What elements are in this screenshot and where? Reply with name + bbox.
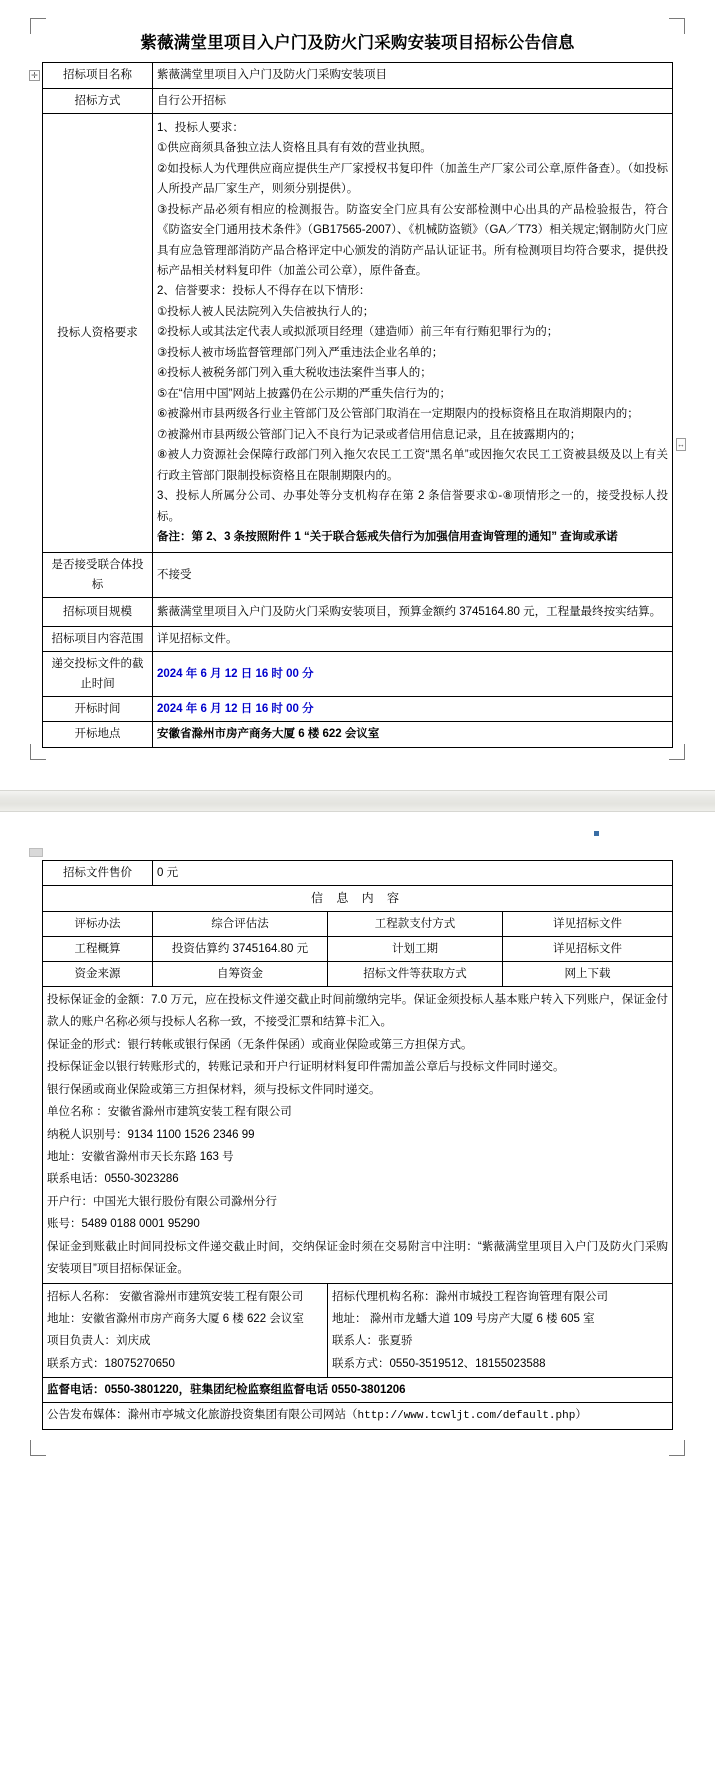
- row-value-submit-deadline: 2024 年 6 月 12 日 16 时 00 分: [153, 652, 673, 697]
- table-row-qualification: [43, 113, 673, 552]
- table-row-open-time: [43, 697, 673, 722]
- table-row-eval-method: [43, 911, 673, 936]
- table-row-media: [43, 1403, 673, 1429]
- qualification-paragraph: ⑧被人力资源社会保障行政部门列入拖欠农民工工资“黑名单”或因拖欠农民工工资被县级及以上有关行政主管部门限制投标资格且在限制期限内的。: [157, 449, 668, 482]
- table-row-doc-price: [43, 860, 673, 885]
- table-row-scale: [43, 597, 673, 626]
- table-row-submit-deadline: [43, 652, 673, 697]
- row-value-qualification: [153, 113, 673, 552]
- deposit-paragraph: 账号：5489 0188 0001 95290: [47, 1218, 200, 1231]
- row-value-scale: 紫薇满堂里项目入户门及防火门采购安装项目，预算金额约 3745164.80 元，工程量最终按实结算。: [153, 597, 673, 626]
- table-row-funding: [43, 961, 673, 986]
- agency-line: 联系人：张夏骄: [332, 1335, 413, 1348]
- publish-media-prefix: 公告发布媒体：滁州市亭城文化旅游投资集团有限公司网站（: [47, 1409, 358, 1422]
- qualification-paragraph: 2、信誉要求：投标人不得存在以下情形：: [157, 285, 371, 298]
- row-value-bid-method: 自行公开招标: [153, 88, 673, 113]
- deposit-paragraph: 地址：安徽省滁州市天长东路 163 号: [47, 1150, 234, 1163]
- deposit-paragraph: 单位名称 ：安徽省滁州市建筑安装工程有限公司: [47, 1106, 292, 1119]
- tenderer-line: 招标人名称： 安徽省滁州市建筑安装工程有限公司: [47, 1290, 304, 1303]
- qualification-paragraph: ⑤在“信用中国”网站上披露仍在公示期的严重失信行为的；: [157, 387, 451, 400]
- deposit-paragraph: 保证金的形式：银行转帐或银行保函（无条件保函）或商业保险或第三方担保方式。: [47, 1038, 473, 1051]
- crop-mark-bottom-right-page2: [669, 1440, 685, 1456]
- row-label-funding: 资金来源: [43, 961, 153, 986]
- agency-line: 招标代理机构名称：滁州市城投工程咨询管理有限公司: [332, 1290, 608, 1303]
- row-label-payment-method: 工程款支付方式: [328, 911, 503, 936]
- qualification-paragraph: ①供应商须具备独立法人资格且具有有效的营业执照。: [157, 142, 432, 155]
- deposit-paragraph: 投标保证金以银行转账形式的，转账记录和开户行证明材料复印件需加盖公章后与投标文件同时递交。: [47, 1061, 565, 1074]
- qualification-paragraph: 3、投标人所属分公司、办事处等分支机构存在第 2 条信誉要求①-⑧项情形之一的，接受投标人投标。: [157, 490, 668, 523]
- deposit-paragraph: 开户行：中国光大银行股份有限公司滁州分行: [47, 1195, 277, 1208]
- deposit-paragraph-list: [47, 989, 668, 1280]
- deposit-paragraph: 纳税人识别号：9134 1100 1526 2346 99: [47, 1128, 255, 1141]
- page-break-gap: [0, 774, 715, 826]
- tenderer-line: 项目负责人：刘庆成: [47, 1335, 151, 1348]
- row-label-budget: 工程概算: [43, 936, 153, 961]
- row-value-open-place: 安徽省滁州市房产商务大厦 6 楼 622 会议室: [153, 722, 673, 747]
- deposit-paragraph: 保证金到账截止时间同投标文件递交截止时间，交纳保证金时须在交易附言中注明：“紫薇满堂里项目入户门及防火门采购安装项目”项目招标保证金。: [47, 1240, 668, 1276]
- qualification-paragraph: 1、投标人要求：: [157, 121, 244, 134]
- table-resize-handle[interactable]: ↔: [677, 440, 685, 449]
- row-label-doc-price: 招标文件售价: [43, 860, 153, 885]
- row-value-project-name: 紫薇满堂里项目入户门及防火门采购安装项目: [153, 63, 673, 88]
- table-row-project-name: [43, 63, 673, 88]
- row-label-project-name: 招标项目名称: [43, 63, 153, 88]
- publish-media-suffix: ）: [575, 1409, 587, 1422]
- table-move-handle-page2[interactable]: [29, 848, 43, 857]
- qualification-paragraph-list: [157, 118, 668, 527]
- table-move-handle[interactable]: ✛: [29, 70, 40, 81]
- row-label-qualification: 投标人资格要求: [43, 113, 153, 552]
- page-title: 紫薇满堂里项目入户门及防火门采购安装项目招标公告信息: [140, 33, 575, 52]
- row-value-payment-method: 详见招标文件: [503, 911, 673, 936]
- row-label-scope: 招标项目内容范围: [43, 626, 153, 651]
- row-value-doc-price: 0 元: [153, 860, 673, 885]
- table-row-open-place: [43, 722, 673, 747]
- table-row-contacts: [43, 1283, 673, 1378]
- qualification-paragraph: ①投标人被人民法院列入失信被执行人的；: [157, 305, 375, 318]
- qualification-paragraph: ②投标人或其法定代表人或拟派项目经理（建造师）前三年有行贿犯罪行为的；: [157, 326, 559, 339]
- row-label-eval-method: 评标办法: [43, 911, 153, 936]
- deposit-paragraph: 投标保证金的金额：7.0 万元，应在投标文件递交截止时间前缴纳完毕。保证金须投标人基本账户转入下列账户，保证金付款人的账户名称必须与投标人名称一致，不接受汇票和结算卡汇入。: [47, 994, 668, 1029]
- agency-line: 联系方式：0550-3519512、18155023588: [332, 1357, 546, 1370]
- row-label-open-place: 开标地点: [43, 722, 153, 747]
- supervise-phone: 监督电话：0550-3801220，驻集团纪检监察组监督电话 0550-3801206: [43, 1378, 673, 1403]
- table-row-bid-method: [43, 88, 673, 113]
- row-label-schedule: 计划工期: [328, 936, 503, 961]
- page-1: [0, 0, 715, 774]
- agency-contact-cell: [328, 1283, 673, 1378]
- tenderer-line-list: [47, 1286, 323, 1376]
- qualification-paragraph: ③投标人被市场监督管理部门列入严重违法企业名单的；: [157, 346, 444, 359]
- page-marker-icon: [594, 831, 599, 836]
- table-row-deposit-info: [43, 987, 673, 1283]
- tenderer-contact-cell: [43, 1283, 328, 1378]
- agency-line-list: [332, 1286, 668, 1376]
- deposit-paragraph: 联系电话：0550-3023286: [47, 1173, 179, 1186]
- qualification-note: 备注：第 2、3 条按照附件 1 “关于联合惩戒失信行为加强信用查询管理的通知” 查询或承诺: [157, 531, 618, 544]
- qualification-paragraph: ⑦被滁州市县两级公管部门记入不良行为记录或者信用信息记录，且在披露期内的；: [157, 428, 582, 441]
- row-value-consortium: 不接受: [153, 552, 673, 597]
- deposit-info-cell: [43, 987, 673, 1283]
- row-value-schedule: 详见招标文件: [503, 936, 673, 961]
- page-2: [0, 826, 715, 1470]
- qualification-paragraph: ④投标人被税务部门列入重大税收违法案件当事人的；: [157, 367, 432, 380]
- row-label-bid-method: 招标方式: [43, 88, 153, 113]
- row-label-open-time: 开标时间: [43, 697, 153, 722]
- row-value-funding: 自筹资金: [153, 961, 328, 986]
- info-content-banner: 信 息 内 容: [43, 885, 673, 911]
- table-row-banner: [43, 885, 673, 911]
- row-value-scope: 详见招标文件。: [153, 626, 673, 651]
- tenderer-line: 联系方式：18075270650: [47, 1357, 175, 1370]
- table-row-consortium: [43, 552, 673, 597]
- row-label-scale: 招标项目规模: [43, 597, 153, 626]
- row-label-doc-access: 招标文件等获取方式: [328, 961, 503, 986]
- qualification-paragraph: ③投标产品必须有相应的检测报告。防盗安全门应具有公安部检测中心出具的产品检验报告，符合《防盗安全门通用技术条件》（GB17565-2007）、《机械防盗锁》（GA／T73）相关规定;钢制防火门应具有应急管理部消防产品合格评定中心颁发的消防产品认证证书。所有检测项目均符合要求，提供投标产品相关材料复印件（加盖公司公章），原件备查。: [157, 203, 668, 277]
- row-value-open-time: 2024 年 6 月 12 日 16 时 00 分: [153, 697, 673, 722]
- deposit-paragraph: 银行保函或商业保险或第三方担保材料，须与投标文件同时递交。: [47, 1083, 381, 1096]
- publish-media: [43, 1403, 673, 1429]
- tenderer-line: 地址：安徽省滁州市房产商务大厦 6 楼 622 会议室: [47, 1312, 304, 1325]
- table-row-scope: [43, 626, 673, 651]
- crop-mark-bottom-left-page2: [30, 1440, 46, 1456]
- qualification-paragraph: ⑥被滁州市县两级各行业主管部门及公管部门取消在一定期限内的投标资格且在取消期限内的；: [157, 408, 639, 421]
- table-row-supervise: [43, 1378, 673, 1403]
- agency-line: 地址： 滁州市龙蟠大道 109 号房产大厦 6 楼 605 室: [332, 1312, 595, 1325]
- row-value-doc-access: 网上下载: [503, 961, 673, 986]
- qualification-paragraph: ②如投标人为代理供应商应提供生产厂家授权书复印件（加盖生产厂家公司公章,原件备查）。（如投标人所投产品厂家生产，则须分别提供）。: [157, 162, 668, 196]
- tender-detail-table: [42, 860, 673, 1430]
- tender-summary-table: [42, 62, 673, 747]
- row-value-budget: 投资估算约 3745164.80 元: [153, 936, 328, 961]
- row-label-consortium: 是否接受联合体投标: [43, 552, 153, 597]
- row-value-eval-method: 综合评估法: [153, 911, 328, 936]
- table-row-budget: [43, 936, 673, 961]
- publish-media-url[interactable]: http://www.tcwljt.com/default.php: [357, 1410, 576, 1423]
- row-label-submit-deadline: 递交投标文件的截止时间: [43, 652, 153, 697]
